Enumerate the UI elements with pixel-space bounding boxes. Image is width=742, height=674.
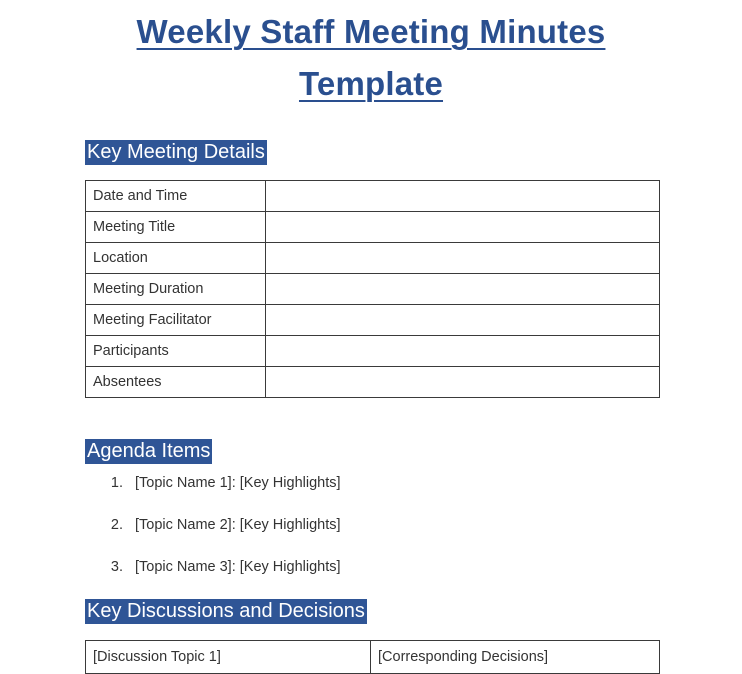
page-title-line-2 <box>0 58 742 110</box>
page-title-line-1-text: Weekly Staff Meeting Minutes <box>136 13 606 50</box>
discussion-topic-cell[interactable]: [Discussion Topic 1] <box>86 641 371 674</box>
agenda-items-list <box>85 474 341 577</box>
table-row <box>86 305 660 336</box>
table-row <box>86 641 660 674</box>
key-meeting-details-table <box>85 180 660 398</box>
detail-value-cell[interactable] <box>266 243 660 274</box>
document-title-block <box>0 0 742 110</box>
detail-label-cell: Meeting Facilitator <box>86 305 266 336</box>
list-item: 2. [Topic Name 2]: [Key Highlights] <box>127 516 341 535</box>
page-title-line-2-text: Template <box>298 65 444 102</box>
detail-value-cell[interactable] <box>266 367 660 398</box>
list-item: 1. [Topic Name 1]: [Key Highlights] <box>127 474 341 493</box>
key-discussions-and-decisions-table <box>85 640 660 674</box>
section-heading-agenda-items-text: Agenda Items <box>87 440 211 462</box>
discussion-decision-cell[interactable]: [Corresponding Decisions] <box>371 641 660 674</box>
table-row <box>86 367 660 398</box>
detail-label-cell: Date and Time <box>86 181 266 212</box>
section-heading-key-meeting-details-text: Key Meeting Details <box>87 141 265 163</box>
detail-label-cell: Absentees <box>86 367 266 398</box>
table-row <box>86 243 660 274</box>
detail-value-cell[interactable] <box>266 305 660 336</box>
table-row <box>86 336 660 367</box>
detail-value-cell[interactable] <box>266 336 660 367</box>
detail-label-cell: Meeting Title <box>86 212 266 243</box>
detail-value-cell[interactable] <box>266 181 660 212</box>
table-row <box>86 181 660 212</box>
detail-value-cell[interactable] <box>266 274 660 305</box>
table-row <box>86 212 660 243</box>
section-heading-key-discussions-and-decisions <box>85 598 367 624</box>
detail-value-cell[interactable] <box>266 212 660 243</box>
section-heading-key-discussions-and-decisions-text: Key Discussions and Decisions <box>87 600 365 622</box>
page-title <box>0 6 742 110</box>
list-item: 3. [Topic Name 3]: [Key Highlights] <box>127 558 341 577</box>
detail-label-cell: Meeting Duration <box>86 274 266 305</box>
section-heading-agenda-items <box>85 438 212 464</box>
page-title-line-1 <box>0 6 742 58</box>
table-row <box>86 274 660 305</box>
section-heading-key-meeting-details <box>85 139 267 165</box>
detail-label-cell: Participants <box>86 336 266 367</box>
detail-label-cell: Location <box>86 243 266 274</box>
